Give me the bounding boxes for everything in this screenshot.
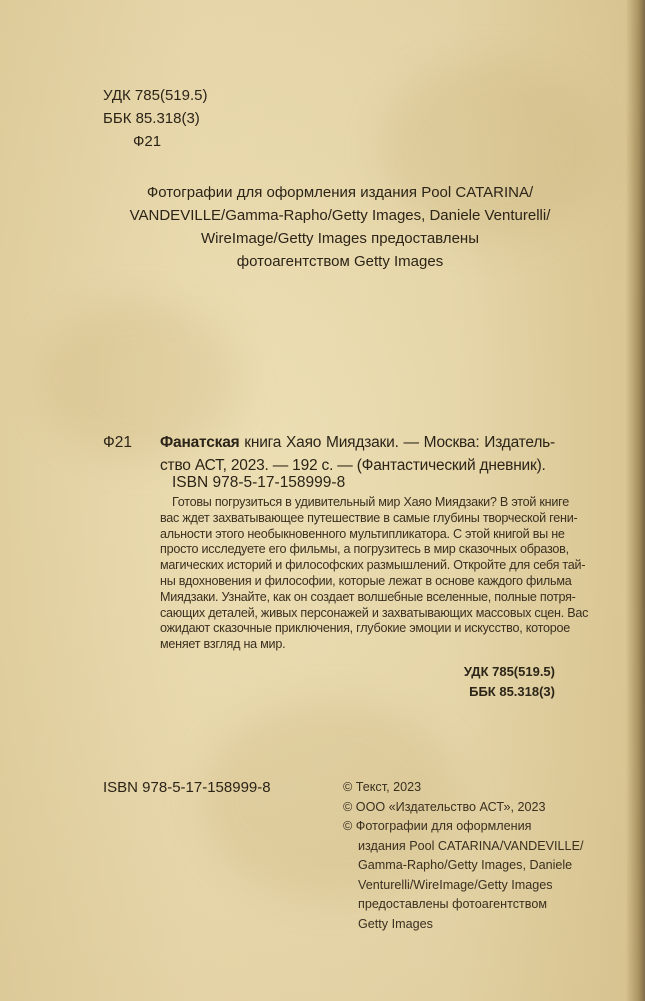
annotation-line: магических историй и философских размышлений. Откройте для себя тай- xyxy=(160,558,586,573)
photo-credit-line: Фотографии для оформления издания Pool CATARINA/ xyxy=(146,184,534,201)
copyright-line: предоставлены фотоагентством xyxy=(358,897,547,911)
author-sign: Ф21 xyxy=(103,434,133,451)
udk-code-card: УДК 785(519.5) xyxy=(463,664,555,679)
annotation-line: ожидают сказочные приключения, глубокие эмоции и искусство, которое xyxy=(160,621,570,636)
title-rest: книга Хаяо Миядзаки. — Москва: Издатель- xyxy=(239,434,555,451)
annotation-line: ны вдохновения и философии, которые лежат в основе каждого фильма xyxy=(160,573,572,588)
photo-credit-line: VANDEVILLE/Gamma-Rapho/Getty Images, Daniele Venturelli/ xyxy=(129,207,551,224)
annotation-line: Миядзаки. Узнайте, как он создает волшебные вселенные, полные потря- xyxy=(160,589,576,604)
copyright-line: © ООО «Издательство АСТ», 2023 xyxy=(343,799,546,814)
copyright-line: © Текст, 2023 xyxy=(343,780,422,794)
annotation-line: альности этого необыкновенного мультипликатора. С этой книгой вы не xyxy=(160,526,565,541)
copyright-line: Getty Images xyxy=(358,916,433,931)
bbk-code-card: ББК 85.318(3) xyxy=(469,684,555,699)
annotation-line: просто исследуете его фильмы, а погрузитесь в мир сказочных образов, xyxy=(160,542,569,557)
annotation-line: сающих деталей, живых персонажей и захватывающих массовых сцен. Вас xyxy=(160,605,589,620)
bbk-code-top: ББК 85.318(3) xyxy=(103,110,200,127)
copyright-block xyxy=(343,778,583,934)
udk-code-top: УДК 785(519.5) xyxy=(103,87,208,104)
book-title: Фанатская xyxy=(160,434,240,451)
photo-credit-line: WireImage/Getty Images предоставлены xyxy=(201,230,479,247)
annotation-line: меняет взгляд на мир. xyxy=(160,637,286,652)
copyright-line: © Фотографии для оформления xyxy=(343,819,532,833)
isbn-card: ISBN 978-5-17-158999-8 xyxy=(172,474,346,491)
catalog-publisher-line: ство АСТ, 2023. — 192 с. — (Фантастический дневник). xyxy=(160,457,546,474)
author-sign-top: Ф21 xyxy=(133,133,162,150)
annotation xyxy=(160,495,589,653)
catalog-title-line xyxy=(160,431,555,454)
copyright-line: Gamma-Rapho/Getty Images, Daniele xyxy=(358,858,573,872)
copyright-line: издания Pool CATARINA/VANDEVILLE/ xyxy=(358,838,584,853)
annotation-line: Готовы погрузиться в удивительный мир Хаяо Миядзаки? В этой книге xyxy=(172,495,569,509)
copyright-line: Venturelli/WireImage/Getty Images xyxy=(358,877,553,892)
annotation-line: вас ждет захватывающее путешествие в самые глубины творческой гени- xyxy=(160,510,578,525)
photo-credit-line: фотоагентством Getty Images xyxy=(236,253,444,270)
isbn-bottom: ISBN 978-5-17-158999-8 xyxy=(103,779,271,796)
